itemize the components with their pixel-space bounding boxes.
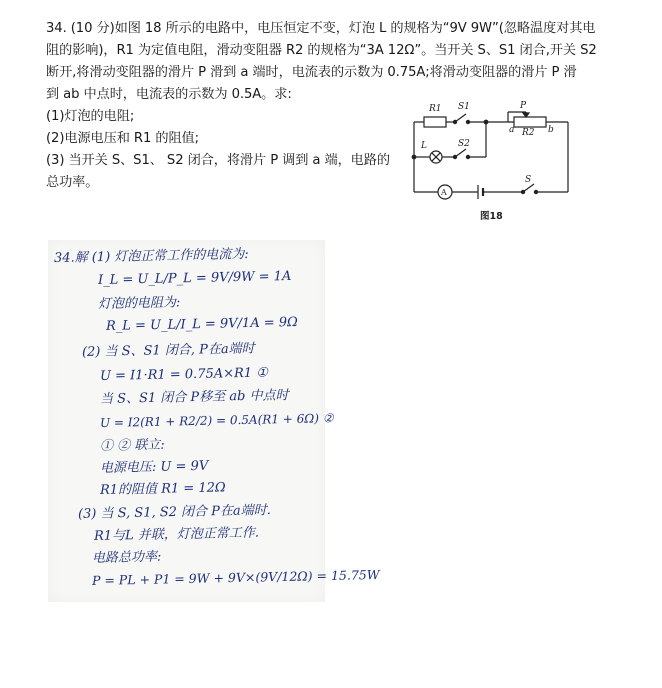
solution-line: 电源电压: U = 9V [99, 458, 209, 476]
solution-line: 灯泡的电阻为: [97, 295, 181, 312]
label-r2: R2 [522, 128, 535, 138]
resistor-r1 [424, 117, 446, 127]
junction [412, 155, 416, 159]
solution-line: (3) 当 S, S1, S2 闭合 P在a端时. [77, 502, 272, 522]
label-r1: R1 [429, 104, 442, 114]
switch-s2 [455, 149, 466, 157]
circuit-diagram [408, 100, 578, 222]
handwritten-solution-photo [48, 240, 380, 602]
rheostat-r2 [514, 117, 546, 127]
circuit-svg [408, 100, 578, 222]
solution-line: R1的阻值 R1 = 12Ω [99, 480, 226, 498]
figure-caption: 图18 [480, 211, 503, 222]
solution-line: U = I1·R1 = 0.75A×R1 ① [99, 365, 269, 384]
question-line: 到 ab 中点时，电流表的示数为 0.5A。求: [46, 87, 292, 102]
solution-line: (2) 当 S、S1 闭合, P在a端时 [81, 341, 255, 360]
question-part-3-cont: 总功率。 [46, 175, 99, 190]
solution-line: R1与L 并联，灯泡正常工作. [93, 525, 260, 544]
question-part-2: (2)电源电压和 R1 的阻值; [46, 131, 199, 146]
label-s2: S2 [458, 139, 470, 149]
label-s: S [525, 175, 532, 185]
label-ammeter: A [441, 188, 447, 197]
label-s1: S1 [458, 102, 470, 112]
solution-line: U = I2(R1 + R2/2) = 0.5A(R1 + 6Ω) ② [99, 411, 334, 430]
question-part-3: (3) 当开关 S、S1、 S2 闭合，将滑片 P 调到 a 端，电路的 [46, 153, 390, 168]
label-l: L [421, 141, 427, 151]
solution-line: P = PL + P1 = 9W + 9V×(9V/12Ω) = 15.75W [91, 566, 380, 588]
label-p: P [520, 101, 527, 111]
solution-line: 34.解 (1) 灯泡正常工作的电流为: [53, 246, 249, 266]
question-line: 断开,将滑动变阻器的滑片 P 滑到 a 端时，电流表的示数为 0.75A;将滑动变阻器的滑片 P 滑 [46, 65, 577, 80]
label-a: a [509, 125, 515, 135]
switch-s [523, 184, 534, 192]
question-line: 34. (10 分)如图 18 所示的电路中，电压恒定不变，灯泡 L 的规格为“9V 9W”(忽略温度对其电 [46, 21, 596, 36]
solution-line: 当 S、S1 闭合 P移至 ab 中点时 [99, 388, 289, 407]
label-b: b [548, 125, 554, 135]
question-line: 阻的影响)，R1 为定值电阻，滑动变阻器 R2 的规格为“3A 12Ω”。当开关 S、S1 闭合,开关 S2 [46, 43, 597, 58]
solution-line: 电路总功率: [91, 549, 162, 566]
solution-line: ① ② 联立: [99, 437, 165, 454]
question-part-1: (1)灯泡的电阻; [46, 109, 135, 124]
solution-line: R_L = U_L/I_L = 9V/1A = 9Ω [105, 314, 298, 334]
solution-line: I_L = U_L/P_L = 9V/9W = 1A [97, 268, 292, 288]
switch-s1 [455, 114, 466, 122]
